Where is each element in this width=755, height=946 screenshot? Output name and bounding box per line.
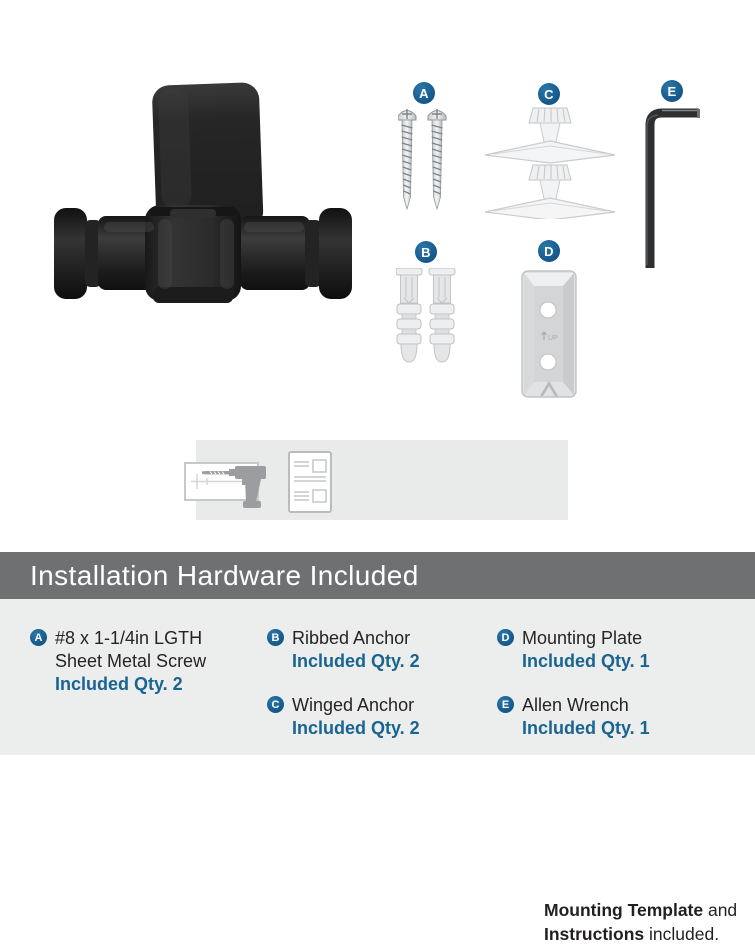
plate-up-marking: UP: [548, 335, 558, 342]
winged-anchors-illustration: [483, 105, 617, 219]
item-qty: Included Qty. 1: [522, 651, 650, 671]
note-bold-mounting-template: Mounting Template: [544, 900, 704, 920]
note-bold-instructions: Instructions: [544, 924, 645, 944]
badge-c: C: [538, 83, 560, 105]
list-item-winged-anchor-text: [292, 694, 420, 740]
list-item-winged-anchor: [267, 694, 482, 740]
instructions-document-icon: [288, 451, 332, 513]
note-included: included.: [644, 924, 720, 944]
item-qty: Included Qty. 2: [55, 674, 183, 694]
item-name-line: Mounting Plate: [522, 628, 643, 648]
item-qty: Included Qty. 2: [292, 651, 420, 671]
item-name-line: Allen Wrench: [522, 695, 629, 715]
item-name-line: #8 x 1-1/4in LGTH: [55, 628, 203, 648]
item-qty: Included Qty. 2: [292, 718, 420, 738]
badge-d: D: [538, 240, 560, 262]
list-item-allen-wrench-text: [522, 694, 650, 740]
list-item-ribbed-anchor-text: [292, 627, 420, 673]
list-item-mounting-plate: [497, 627, 727, 673]
section-bar: [0, 552, 755, 599]
list-item-ribbed-anchor: [267, 627, 482, 673]
item-name-line: Sheet Metal Screw: [55, 651, 207, 671]
mounting-template-note-text: [544, 898, 754, 946]
badge-a: A: [413, 82, 435, 104]
drill-template-icon: [183, 452, 285, 516]
list-badge-d: D: [497, 629, 514, 646]
list-badge-a: A: [30, 629, 47, 646]
ribbed-anchors-illustration: [396, 268, 456, 366]
list-item-screw-text: [55, 627, 206, 696]
item-name-line: Winged Anchor: [292, 695, 415, 715]
screws-illustration: [398, 107, 454, 217]
hardware-column-1: [30, 627, 255, 717]
list-badge-b: B: [267, 629, 284, 646]
list-badge-c: C: [267, 696, 284, 713]
allen-wrench-illustration: [642, 105, 702, 271]
list-item-screw: [30, 627, 255, 696]
list-item-allen-wrench: [497, 694, 727, 740]
list-item-mounting-plate-text: [522, 627, 650, 673]
item-qty: Included Qty. 1: [522, 718, 650, 738]
note-and: and: [703, 900, 738, 920]
hardware-column-2: [267, 627, 482, 761]
item-name-line: Ribbed Anchor: [292, 628, 411, 648]
mounting-plate-illustration: [521, 270, 577, 398]
section-title: Installation Hardware Included: [30, 559, 419, 591]
product-hook-image: [54, 81, 352, 305]
badge-e: E: [661, 80, 683, 102]
badge-b: B: [415, 241, 437, 263]
hardware-column-3: [497, 627, 727, 761]
list-badge-e: E: [497, 696, 514, 713]
